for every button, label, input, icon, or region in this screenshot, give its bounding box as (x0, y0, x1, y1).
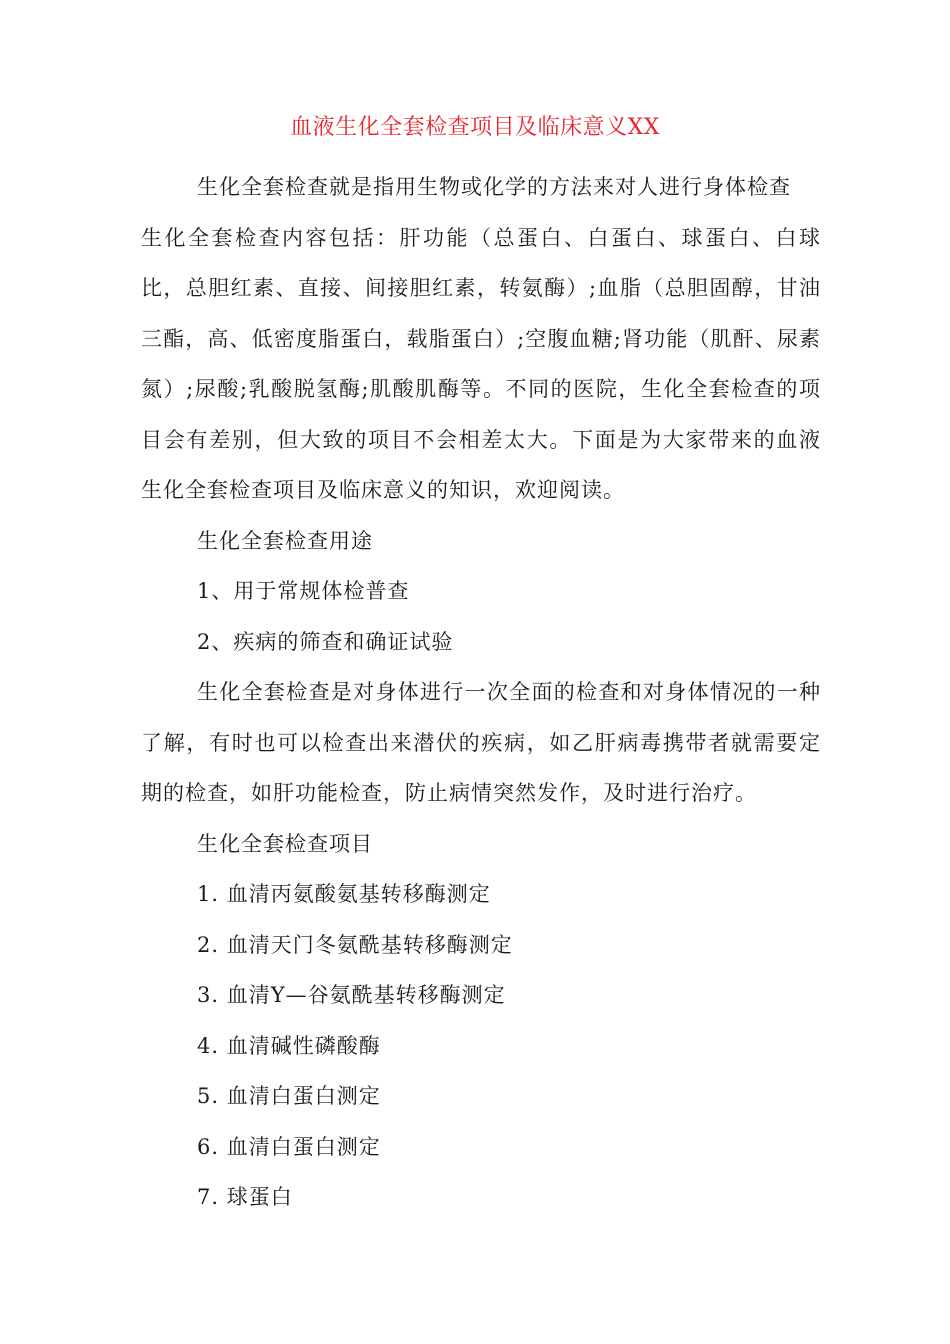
test-item: 6. 血清白蛋白测定 (197, 1134, 381, 1159)
usage-paragraph: 生化全套检查是对身体进行一次全面的检查和对身体情况的一种了解，有时也可以检查出来潜伏的疾病，如乙肝病毒携带者就需要定期的检查，如肝功能检查，防止病情突然发作，及时进行治疗。 (141, 680, 821, 805)
usage-item: 2、疾病的筛查和确证试验 (197, 629, 454, 654)
usage-item: 1、用于常规体检普查 (197, 579, 410, 603)
usage-heading: 生化全套检查用途 (197, 528, 373, 553)
test-item: 1. 血清丙氨酸氨基转移酶测定 (197, 882, 491, 906)
test-item: 4. 血清碱性磷酸酶 (197, 1033, 381, 1058)
test-item: 5. 血清白蛋白测定 (197, 1084, 381, 1108)
test-item: 7. 球蛋白 (197, 1185, 293, 1209)
items-heading: 生化全套检查项目 (197, 831, 373, 856)
intro-paragraph: 生化全套检查内容包括：肝功能（总蛋白、白蛋白、球蛋白、白球比，总胆红素、直接、间接胆红素，转氨酶）;血脂（总胆固醇，甘油三酯，高、低密度脂蛋白，载脂蛋白）;空腹血糖;肾功能（肌酐、尿素氮）;尿酸;乳酸脱氢酶;肌酸肌酶等。不同的医院，生化全套检查的项目会有差别，但大致的项目不会相差太大。下面是为大家带来的血液生化全套检查项目及临床意义的知识，欢迎阅读。 (141, 225, 821, 502)
test-item: 2. 血清天门冬氨酰基转移酶测定 (197, 932, 513, 957)
document-title: 血液生化全套检查项目及临床意义XX (290, 115, 660, 140)
document-body (141, 162, 821, 1223)
intro-line: 生化全套检查就是指用生物或化学的方法来对人进行身体检查 (197, 175, 791, 199)
test-item: 3. 血清Y—谷氨酰基转移酶测定 (197, 983, 506, 1007)
